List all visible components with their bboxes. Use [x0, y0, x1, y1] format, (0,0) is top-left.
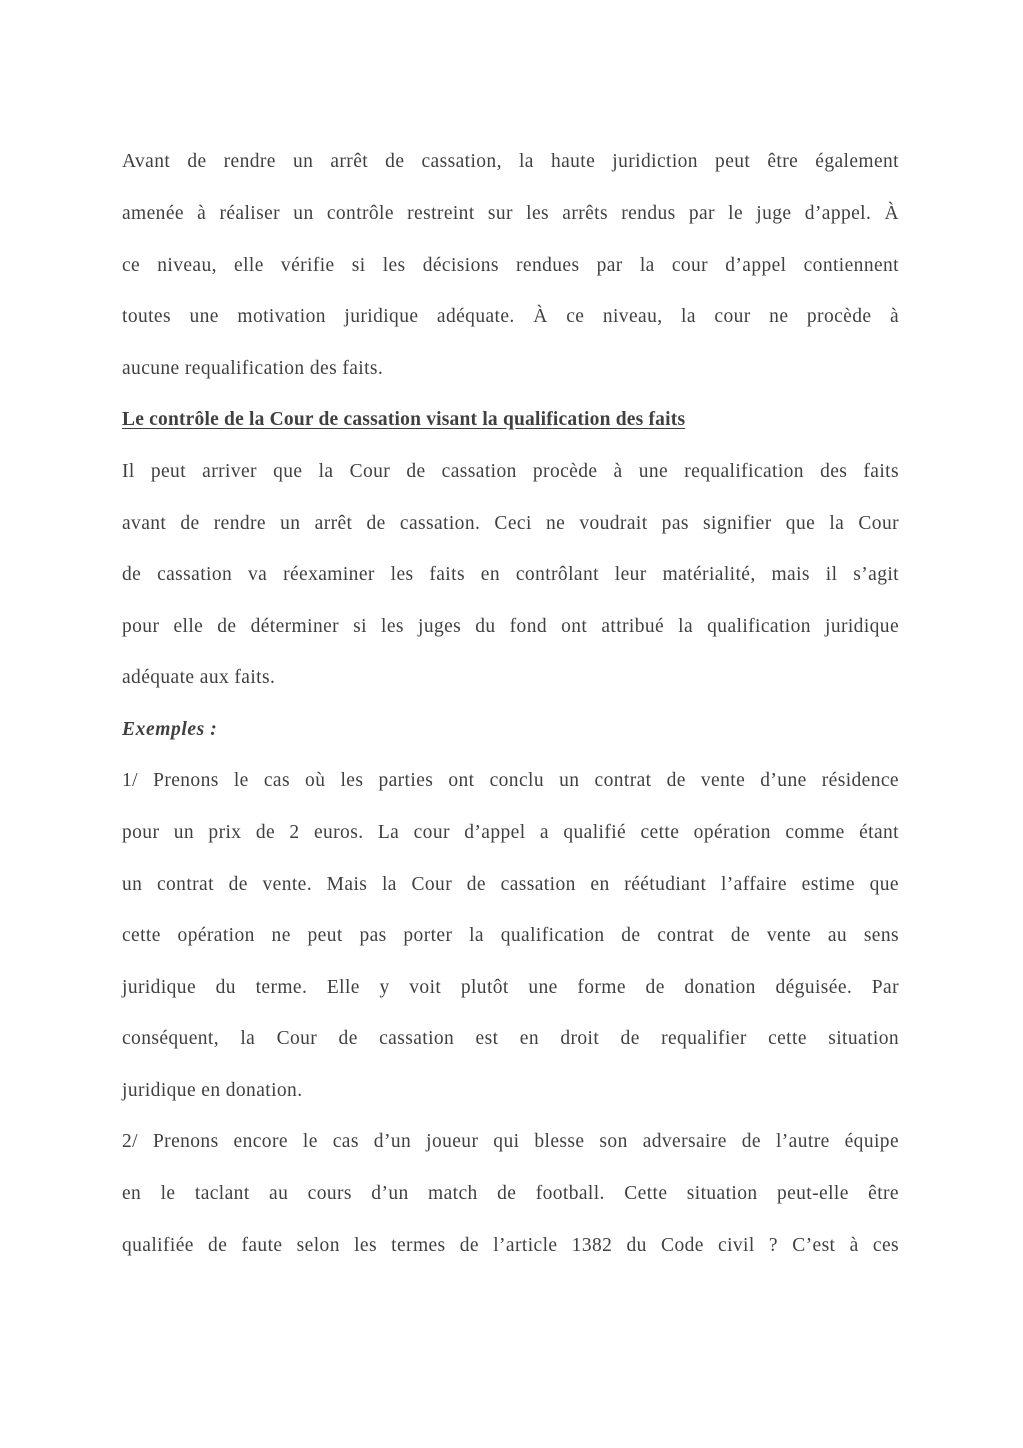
- paragraph-line: conséquent, la Cour de cassation est en droit de requalifier cette situation: [122, 1028, 899, 1049]
- paragraph-line: avant de rendre un arrêt de cassation. Ceci ne voudrait pas signifier que la Cour: [122, 513, 899, 534]
- paragraph-line: adéquate aux faits.: [122, 667, 276, 688]
- paragraph-line: aucune requalification des faits.: [122, 358, 384, 379]
- paragraph-line: toutes une motivation juridique adéquate. À ce niveau, la cour ne procède à: [122, 306, 899, 327]
- paragraph-line: en le taclant au cours d’un match de football. Cette situation peut-elle être: [122, 1183, 899, 1204]
- paragraph-line: Il peut arriver que la Cour de cassation procède à une requalification des faits: [122, 461, 899, 482]
- paragraph-line: pour un prix de 2 euros. La cour d’appel a qualifié cette opération comme étant: [122, 822, 899, 843]
- paragraph-line: Avant de rendre un arrêt de cassation, la haute juridiction peut être également: [122, 151, 899, 172]
- paragraph-line: juridique du terme. Elle y voit plutôt une forme de donation déguisée. Par: [122, 977, 899, 998]
- paragraph-line: qualifiée de faute selon les termes de l’article 1382 du Code civil ? C’est à ces: [122, 1235, 899, 1256]
- paragraph-line: de cassation va réexaminer les faits en contrôlant leur matérialité, mais il s’agit: [122, 564, 899, 585]
- paragraph-line: ce niveau, elle vérifie si les décisions rendues par la cour d’appel contiennent: [122, 255, 899, 276]
- paragraph-line: cette opération ne peut pas porter la qualification de contrat de vente au sens: [122, 925, 899, 946]
- section-heading: Le contrôle de la Cour de cassation visant la qualification des faits: [122, 409, 686, 430]
- paragraph-line: juridique en donation.: [122, 1080, 303, 1101]
- paragraph-line: 2/ Prenons encore le cas d’un joueur qui blesse son adversaire de l’autre équipe: [122, 1131, 899, 1152]
- paragraph-line: 1/ Prenons le cas où les parties ont conclu un contrat de vente d’une résidence: [122, 770, 899, 791]
- paragraph-line: amenée à réaliser un contrôle restreint sur les arrêts rendus par le juge d’appel. À: [122, 203, 899, 224]
- paragraph-line: un contrat de vente. Mais la Cour de cassation en réétudiant l’affaire estime que: [122, 874, 899, 895]
- paragraph-line: pour elle de déterminer si les juges du fond ont attribué la qualification juridique: [122, 616, 899, 637]
- examples-heading: Exemples :: [122, 719, 218, 740]
